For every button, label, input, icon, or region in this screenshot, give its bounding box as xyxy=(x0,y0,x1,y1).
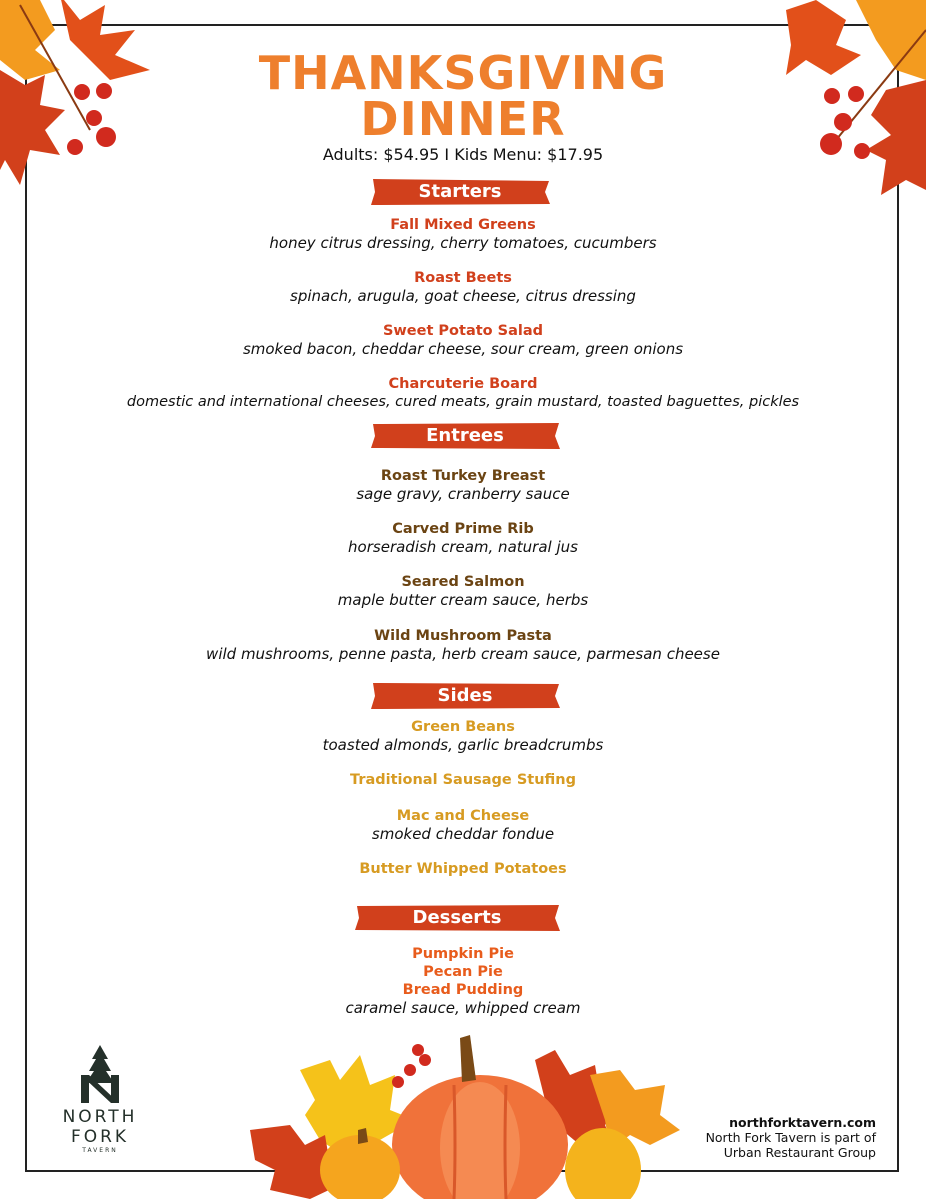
item-description: caramel sauce, whipped cream xyxy=(345,999,581,1017)
menu-title-line1: THANKSGIVING xyxy=(258,46,668,100)
menu-item xyxy=(0,945,926,1017)
section-title-entrees: Entrees xyxy=(426,425,504,446)
item-description: maple butter cream sauce, herbs xyxy=(337,591,589,609)
menu-title-line2: DINNER xyxy=(360,92,566,146)
item-name: Sweet Potato Salad xyxy=(382,323,544,339)
footer-info xyxy=(706,1115,876,1160)
item-name: Mac and Cheese xyxy=(396,808,530,824)
menu-item xyxy=(0,467,926,503)
item-description: horseradish cream, natural jus xyxy=(348,538,578,556)
menu-item xyxy=(0,807,926,843)
menu-item xyxy=(0,216,926,252)
item-name: Charcuterie Board xyxy=(388,376,538,392)
section-banner-sides xyxy=(369,682,561,710)
item-name: Butter Whipped Potatoes xyxy=(359,861,567,877)
menu-item xyxy=(0,573,926,609)
item-name: Pumpkin Pie xyxy=(412,946,514,962)
item-name: Roast Beets xyxy=(414,270,512,286)
pumpkin-leaves-decoration xyxy=(250,1030,680,1199)
item-description: smoked bacon, cheddar cheese, sour cream, green onions xyxy=(242,340,684,358)
menu-item xyxy=(0,718,926,754)
item-name: Roast Turkey Breast xyxy=(380,468,546,484)
item-name: Wild Mushroom Pasta xyxy=(374,628,552,644)
menu-prices: Adults: $54.95 I Kids Menu: $17.95 xyxy=(322,145,604,164)
item-description: honey citrus dressing, cherry tomatoes, cucumbers xyxy=(269,234,657,252)
item-name: Seared Salmon xyxy=(401,574,525,590)
footer-line: Urban Restaurant Group xyxy=(723,1145,876,1160)
item-description: domestic and international cheeses, cured meats, grain mustard, toasted baguettes, pickles xyxy=(126,394,800,410)
item-description: toasted almonds, garlic breadcrumbs xyxy=(322,736,604,754)
item-name: Green Beans xyxy=(411,719,515,735)
menu-item xyxy=(0,860,926,878)
section-banner-entrees xyxy=(369,422,561,450)
menu-item xyxy=(0,627,926,663)
logo-line-tavern: TAVERN xyxy=(82,1147,118,1154)
item-description: wild mushrooms, penne pasta, herb cream sauce, parmesan cheese xyxy=(206,645,720,663)
menu-item xyxy=(0,375,926,411)
item-name: Carved Prime Rib xyxy=(392,521,534,537)
footer-line: North Fork Tavern is part of xyxy=(705,1130,876,1145)
item-description: sage gravy, cranberry sauce xyxy=(356,485,570,503)
section-title-starters: Starters xyxy=(418,181,502,202)
section-banner-starters xyxy=(369,178,551,206)
item-description: smoked cheddar fondue xyxy=(371,825,555,843)
menu-item xyxy=(0,269,926,305)
logo-line-north: NORTH xyxy=(62,1107,138,1127)
section-banner-desserts xyxy=(353,904,561,932)
item-name: Fall Mixed Greens xyxy=(390,217,536,233)
menu-item xyxy=(0,322,926,358)
section-title-sides: Sides xyxy=(437,685,493,706)
section-title-desserts: Desserts xyxy=(412,907,502,928)
item-name: Pecan Pie xyxy=(423,964,503,980)
north-fork-tavern-logo xyxy=(60,1045,140,1155)
item-name: Traditional Sausage Stufing xyxy=(350,772,576,788)
website-link[interactable]: northforktavern.com xyxy=(729,1115,876,1130)
menu-item xyxy=(0,771,926,789)
item-description: spinach, arugula, goat cheese, citrus dressing xyxy=(290,287,636,305)
menu-item xyxy=(0,520,926,556)
item-name: Bread Pudding xyxy=(402,982,524,998)
pine-tree-n-icon xyxy=(75,1045,125,1103)
logo-line-fork: FORK xyxy=(70,1127,130,1147)
